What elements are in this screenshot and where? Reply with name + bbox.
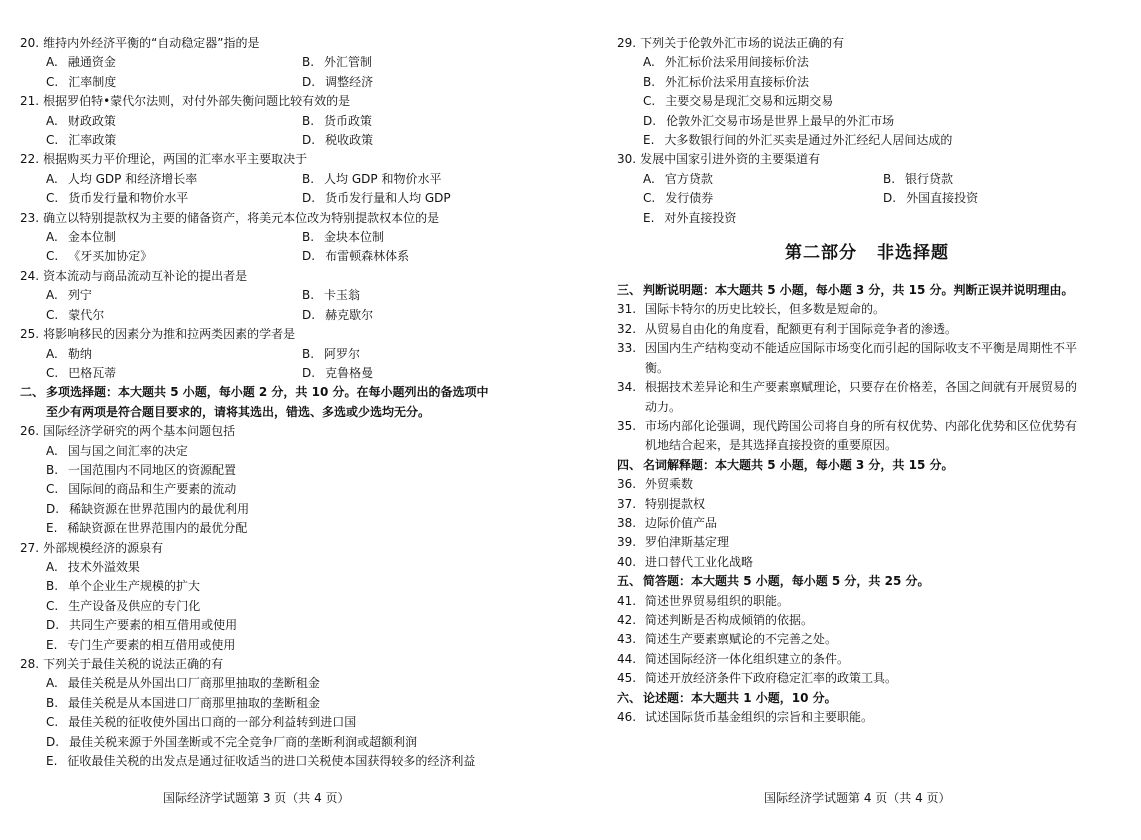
option: B. 最佳关税是从本国进口厂商那里抽取的垄断租金: [46, 695, 321, 710]
option: E. 大多数银行间的外汇买卖是通过外汇经纪人居间达成的: [643, 133, 953, 148]
option: B. 银行贷款: [883, 171, 954, 186]
section-header-short-answer: 五、 简答题：本大题共 5 小题，每小题 5 分，共 25 分。: [617, 574, 930, 589]
question-45: 45. 简述开放经济条件下政府稳定汇率的政策工具。: [617, 671, 898, 686]
question-number: 22.: [20, 152, 40, 167]
page-footer-left: 国际经济学试题第 3 页（共 4 页）: [163, 791, 350, 805]
option: B. 外汇管制: [302, 55, 373, 70]
option: D. 赫克歇尔: [302, 307, 374, 322]
question-37: 37. 特别提款权: [617, 496, 706, 511]
option: B. 一国范围内不同地区的资源配置: [46, 462, 237, 477]
option: B. 货币政策: [302, 113, 373, 128]
question-30: [617, 150, 1117, 228]
question-number: 24.: [20, 268, 40, 283]
question-23: [20, 209, 580, 267]
option: D. 货币发行量和人均 GDP: [302, 191, 451, 206]
option: B. 外汇标价法采用直接标价法: [643, 74, 810, 89]
option: A. 技术外溢效果: [46, 559, 140, 574]
question-29: [617, 34, 1117, 150]
question-41: 41. 简述世界贸易组织的职能。: [617, 593, 790, 608]
option: E. 征收最佳关税的出发点是通过征收适当的进口关税使本国获得较多的经济利益: [46, 754, 476, 769]
question-number: 20.: [20, 36, 40, 50]
question-28: [20, 655, 580, 771]
option: D. 稀缺资源在世界范围内的最优利用: [46, 501, 250, 516]
question-32: 32. 从贸易自由化的角度看，配额更有利于国际竞争者的渗透。: [617, 321, 958, 336]
question-44: 44. 简述国际经济一体化组织建立的条件。: [617, 651, 850, 666]
question-stem: 确立以特别提款权为主要的储备资产，将美元本位改为特别提款权本位的是: [43, 210, 440, 225]
question-38: 38. 边际价值产品: [617, 515, 718, 530]
option: A. 人均 GDP 和经济增长率: [46, 171, 198, 186]
question-stem: 发展中国家引进外资的主要渠道有: [640, 152, 821, 167]
option: C. 《牙买加协定》: [46, 249, 153, 264]
question-42: 42. 简述判断是否构成倾销的依据。: [617, 612, 814, 627]
option: D. 克鲁格曼: [302, 365, 374, 380]
option: C. 国际间的商品和生产要素的流动: [46, 482, 237, 497]
question-34: 34. 根据技术差异论和生产要素禀赋理论，只要存在价格差，各国之间就有开展贸易的 动力。: [617, 380, 1078, 414]
option: A. 外汇标价法采用间接标价法: [643, 55, 809, 70]
question-25: [20, 325, 580, 383]
question-number: 21.: [20, 94, 40, 109]
question-31: 31. 国际卡特尔的历史比较长，但多数是短命的。: [617, 302, 886, 317]
option: A. 金本位制: [46, 230, 116, 245]
question-number: 27.: [20, 540, 40, 555]
question-39: 39. 罗伯津斯基定理: [617, 535, 730, 550]
question-27: [20, 539, 580, 655]
option: B. 阿罗尔: [302, 346, 361, 361]
option: A. 勒纳: [46, 346, 92, 361]
question-36: 36. 外贸乘数: [617, 477, 694, 492]
option: B. 卡玉翁: [302, 288, 361, 303]
option: D. 布雷顿森林体系: [302, 249, 410, 264]
option: B. 金块本位制: [302, 230, 385, 245]
option: C. 生产设备及供应的专门化: [46, 598, 201, 613]
option: C. 汇率制度: [46, 74, 117, 89]
option: C. 汇率政策: [46, 133, 117, 148]
option: A. 最佳关税是从外国出口厂商那里抽取的垄断租金: [46, 676, 320, 691]
section-header-judgement: 三、 判断说明题：本大题共 5 小题，每小题 3 分，共 15 分。判断正误并说明理由。: [617, 283, 1074, 298]
question-number: 28.: [20, 657, 40, 671]
question-46: 46. 试述国际货币基金组织的宗旨和主要职能。: [617, 710, 874, 724]
option: E. 稀缺资源在世界范围内的最优分配: [46, 521, 248, 536]
option: A. 融通资金: [46, 55, 116, 70]
option: C. 巴格瓦蒂: [46, 365, 117, 380]
question-stem: 将影响移民的因素分为推和拉两类因素的学者是: [43, 327, 296, 342]
question-stem: 下列关于伦敦外汇市场的说法正确的有: [640, 36, 845, 50]
option: A. 列宁: [46, 288, 92, 303]
question-number: 30.: [617, 152, 637, 167]
option: A. 财政政策: [46, 113, 116, 128]
question-stem: 根据购买力平价理论，两国的汇率水平主要取决于: [43, 152, 308, 167]
page-footer-right: 国际经济学试题第 4 页（共 4 页）: [764, 791, 951, 805]
right-page-column: [617, 34, 1117, 727]
question-33: 33. 因国内生产结构变动不能适应国际市场变化而引起的国际收支不平衡是周期性不平 衡。: [617, 341, 1078, 375]
question-26: [20, 422, 580, 538]
question-40: 40. 进口替代工业化战略: [617, 554, 754, 569]
option: B. 单个企业生产规模的扩大: [46, 579, 201, 594]
option: C. 发行债券: [643, 191, 714, 206]
question-number: 23.: [20, 210, 40, 225]
question-stem: 国际经济学研究的两个基本问题包括: [43, 424, 236, 439]
option: D. 外国直接投资: [883, 191, 979, 206]
option: C. 蒙代尔: [46, 307, 105, 322]
question-stem: 根据罗伯特•蒙代尔法则，对付外部失衡问题比较有效的是: [43, 94, 351, 109]
option: D. 最佳关税来源于外国垄断或不完全竞争厂商的垄断利润或超额利润: [46, 734, 418, 749]
option: E. 对外直接投资: [643, 210, 737, 225]
question-stem: 维持内外经济平衡的“自动稳定器”指的是: [43, 36, 260, 50]
option: C. 主要交易是现汇交易和远期交易: [643, 94, 834, 109]
option: D. 调整经济: [302, 74, 374, 89]
question-21: [20, 92, 580, 150]
question-stem: 外部规模经济的源泉有: [43, 540, 164, 555]
section-header-essay: 六、 论述题：本大题共 1 小题，10 分。: [617, 690, 837, 705]
option: E. 专门生产要素的相互借用或使用: [46, 637, 236, 652]
question-35: 35. 市场内部化论强调，现代跨国公司将自身的所有权优势、内部化优势和区位优势有 机地结合起来，是其选择直接投资的重要原因。: [617, 418, 1078, 453]
option: A. 官方贷款: [643, 171, 713, 186]
option: A. 国与国之间汇率的决定: [46, 443, 188, 458]
question-43: 43. 简述生产要素禀赋论的不完善之处。: [617, 632, 838, 647]
question-stem: 下列关于最佳关税的说法正确的有: [43, 657, 224, 671]
question-number: 29.: [617, 36, 637, 50]
section-header-terms: 四、 名词解释题：本大题共 5 小题，每小题 3 分，共 15 分。: [617, 457, 954, 472]
question-22: [20, 150, 580, 208]
option: D. 税收政策: [302, 133, 374, 148]
left-page-column: [20, 34, 580, 771]
option: D. 伦敦外汇交易市场是世界上最早的外汇市场: [643, 113, 895, 128]
part-two-title: 第二部分 非选择题: [785, 243, 949, 264]
question-20: [20, 34, 580, 92]
option: C. 最佳关税的征收使外国出口商的一部分利益转到进口国: [46, 715, 357, 730]
question-number: 25.: [20, 327, 40, 342]
question-24: [20, 267, 580, 325]
question-number: 26.: [20, 424, 40, 439]
question-stem: 资本流动与商品流动互补论的提出者是: [43, 268, 248, 283]
option: B. 人均 GDP 和物价水平: [302, 171, 442, 186]
section-header-multiple-choice: 二、 多项选择题：本大题共 5 小题，每小题 2 分，共 10 分。在每小题列出的备选项中 至少有两项是符合题目要求的，请将其选出，错选、多选或少选均无分。: [20, 385, 489, 419]
option: C. 货币发行量和物价水平: [46, 191, 189, 206]
option: D. 共同生产要素的相互借用或使用: [46, 618, 238, 633]
